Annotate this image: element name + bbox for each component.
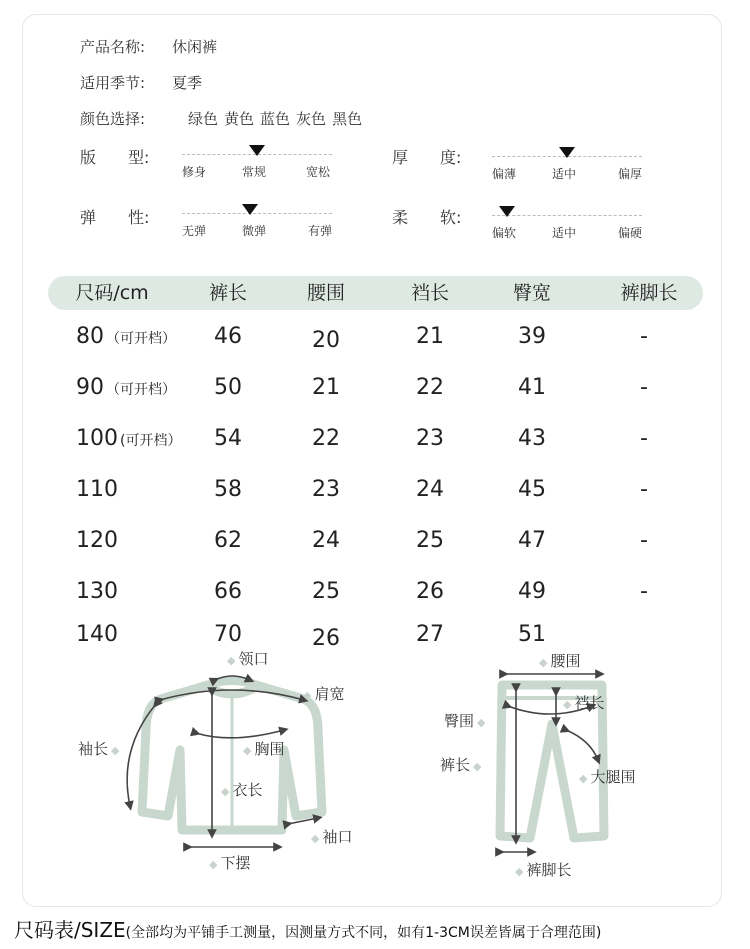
color-option: 灰色 — [296, 110, 327, 128]
table-cell: 47 — [518, 528, 546, 553]
table-cell: 25 — [312, 579, 340, 604]
table-header — [48, 276, 703, 310]
scale-tick: 修身 — [182, 165, 207, 179]
color-option: 黄色 — [224, 110, 255, 128]
size-value: 130 — [76, 579, 118, 604]
size-cell — [76, 477, 120, 502]
table-cell: 22 — [416, 375, 444, 400]
table-cell: 43 — [518, 426, 546, 451]
product-name-row — [80, 36, 217, 57]
header-waist: 腰围 — [306, 282, 345, 304]
table-cell: 24 — [312, 528, 340, 553]
table-cell: - — [640, 426, 648, 451]
size-value: 120 — [76, 528, 118, 553]
size-value: 90 — [76, 375, 104, 400]
table-cell: 50 — [214, 375, 242, 400]
scale-tick: 适中 — [552, 167, 577, 181]
table-row — [0, 324, 750, 364]
table-cell: 66 — [214, 579, 242, 604]
table-cell: 51 — [518, 622, 546, 647]
table-cell: 49 — [518, 579, 546, 604]
table-cell: 23 — [312, 477, 340, 502]
header-pant-length: 裤长 — [208, 282, 247, 304]
table-cell: 62 — [214, 528, 242, 553]
table-cell: 21 — [416, 324, 444, 349]
size-note: (可开档） — [120, 433, 182, 449]
pant-length-label: 裤长 ◆ — [440, 756, 482, 774]
scale-tick: 有弹 — [308, 224, 333, 238]
table-row — [0, 426, 750, 466]
size-value: 100 — [76, 426, 118, 451]
shirt-outline — [142, 681, 322, 831]
scale-marker — [499, 206, 515, 217]
scale-tick: 常规 — [242, 165, 267, 179]
scale-tick: 微弹 — [242, 224, 267, 238]
softness-scale — [492, 206, 642, 246]
color-option: 绿色 — [188, 110, 219, 128]
scale-tick: 偏软 — [492, 226, 517, 240]
scale-tick: 偏厚 — [618, 167, 643, 181]
size-note: （可开档） — [106, 382, 176, 398]
table-cell: 26 — [312, 626, 340, 651]
table-cell: - — [640, 375, 648, 400]
table-cell: 22 — [312, 426, 340, 451]
table-cell: 70 — [214, 622, 242, 647]
softness-label: 柔 软: — [392, 208, 462, 227]
table-row — [0, 477, 750, 517]
scale-marker — [242, 204, 258, 215]
table-cell: - — [640, 579, 648, 604]
chest-label: ◆ 胸围 — [243, 740, 285, 758]
table-cell: 26 — [416, 579, 444, 604]
season-value: 夏季 — [172, 74, 203, 92]
sleeve-label: 袖长 ◆ — [78, 740, 120, 758]
table-cell: 23 — [416, 426, 444, 451]
hip-label: 臀围 ◆ — [444, 712, 486, 730]
thigh-label: ◆ 大腿围 — [579, 768, 636, 786]
table-row — [0, 375, 750, 415]
size-value: 110 — [76, 477, 118, 502]
footer — [14, 914, 601, 943]
cuff-label: ◆ 袖口 — [311, 828, 353, 846]
shoulder-label: ◆ 肩宽 — [303, 685, 345, 703]
size-cell — [76, 324, 176, 349]
scale-marker — [559, 147, 575, 158]
scale-marker — [249, 145, 265, 156]
color-row — [80, 108, 368, 129]
thickness-scale — [492, 147, 642, 187]
table-cell: 24 — [416, 477, 444, 502]
elasticity-label: 弹 性: — [80, 208, 150, 227]
fit-scale — [182, 145, 332, 185]
waist-label: ◆ 腰围 — [539, 652, 581, 670]
fit-label: 版 型: — [80, 148, 150, 167]
table-cell: 58 — [214, 477, 242, 502]
length-label: ◆ 衣长 — [221, 781, 263, 799]
footer-note: (全部均为平铺手工测量，因测量方式不同，如有1-3CM误差皆属于合理范围) — [125, 925, 602, 941]
table-cell: 27 — [416, 622, 444, 647]
table-cell: - — [640, 477, 648, 502]
header-leg-opening: 裤脚长 — [620, 282, 678, 304]
size-cell — [76, 528, 120, 553]
product-name-label: 产品名称: — [80, 38, 146, 56]
table-cell: 39 — [518, 324, 546, 349]
product-name-value: 休闲裤 — [172, 38, 218, 56]
footer-title: 尺码表/SIZE — [14, 918, 126, 942]
table-cell: - — [640, 324, 648, 349]
table-cell: 54 — [214, 426, 242, 451]
season-label: 适用季节: — [80, 74, 146, 92]
scale-tick: 适中 — [552, 226, 577, 240]
rise-label: ◆ 裆长 — [563, 694, 605, 712]
hem-label: ◆ 下摆 — [209, 854, 251, 872]
size-value: 80 — [76, 324, 104, 349]
size-note: （可开档） — [106, 331, 176, 347]
scale-tick: 偏薄 — [492, 167, 517, 181]
measurement-diagram — [0, 640, 750, 900]
garment-illustration — [0, 640, 750, 900]
table-cell: 41 — [518, 375, 546, 400]
table-cell: 45 — [518, 477, 546, 502]
scale-tick: 宽松 — [306, 165, 331, 179]
thickness-label: 厚 度: — [392, 148, 462, 167]
table-cell: 25 — [416, 528, 444, 553]
size-cell — [76, 579, 120, 604]
leg-opening-label: ◆ 裤脚长 — [515, 861, 572, 879]
header-hip-width: 臀宽 — [512, 282, 551, 304]
size-cell — [76, 375, 176, 400]
header-size: 尺码/cm — [75, 282, 149, 304]
season-row — [80, 72, 202, 93]
color-option: 蓝色 — [260, 110, 291, 128]
table-row — [0, 528, 750, 568]
table-cell: 21 — [312, 375, 340, 400]
table-cell: - — [640, 528, 648, 553]
collar-label: ◆ 领口 — [227, 650, 269, 668]
table-cell: 46 — [214, 324, 242, 349]
table-row — [0, 579, 750, 619]
size-cell — [76, 426, 181, 451]
color-option: 黑色 — [332, 110, 363, 128]
size-value: 140 — [76, 622, 118, 647]
color-label: 颜色选择: — [80, 110, 146, 128]
scale-tick: 偏硬 — [618, 226, 643, 240]
scale-tick: 无弹 — [182, 224, 207, 238]
elasticity-scale — [182, 204, 332, 244]
header-rise: 裆长 — [410, 282, 449, 304]
table-cell: 20 — [312, 328, 340, 353]
